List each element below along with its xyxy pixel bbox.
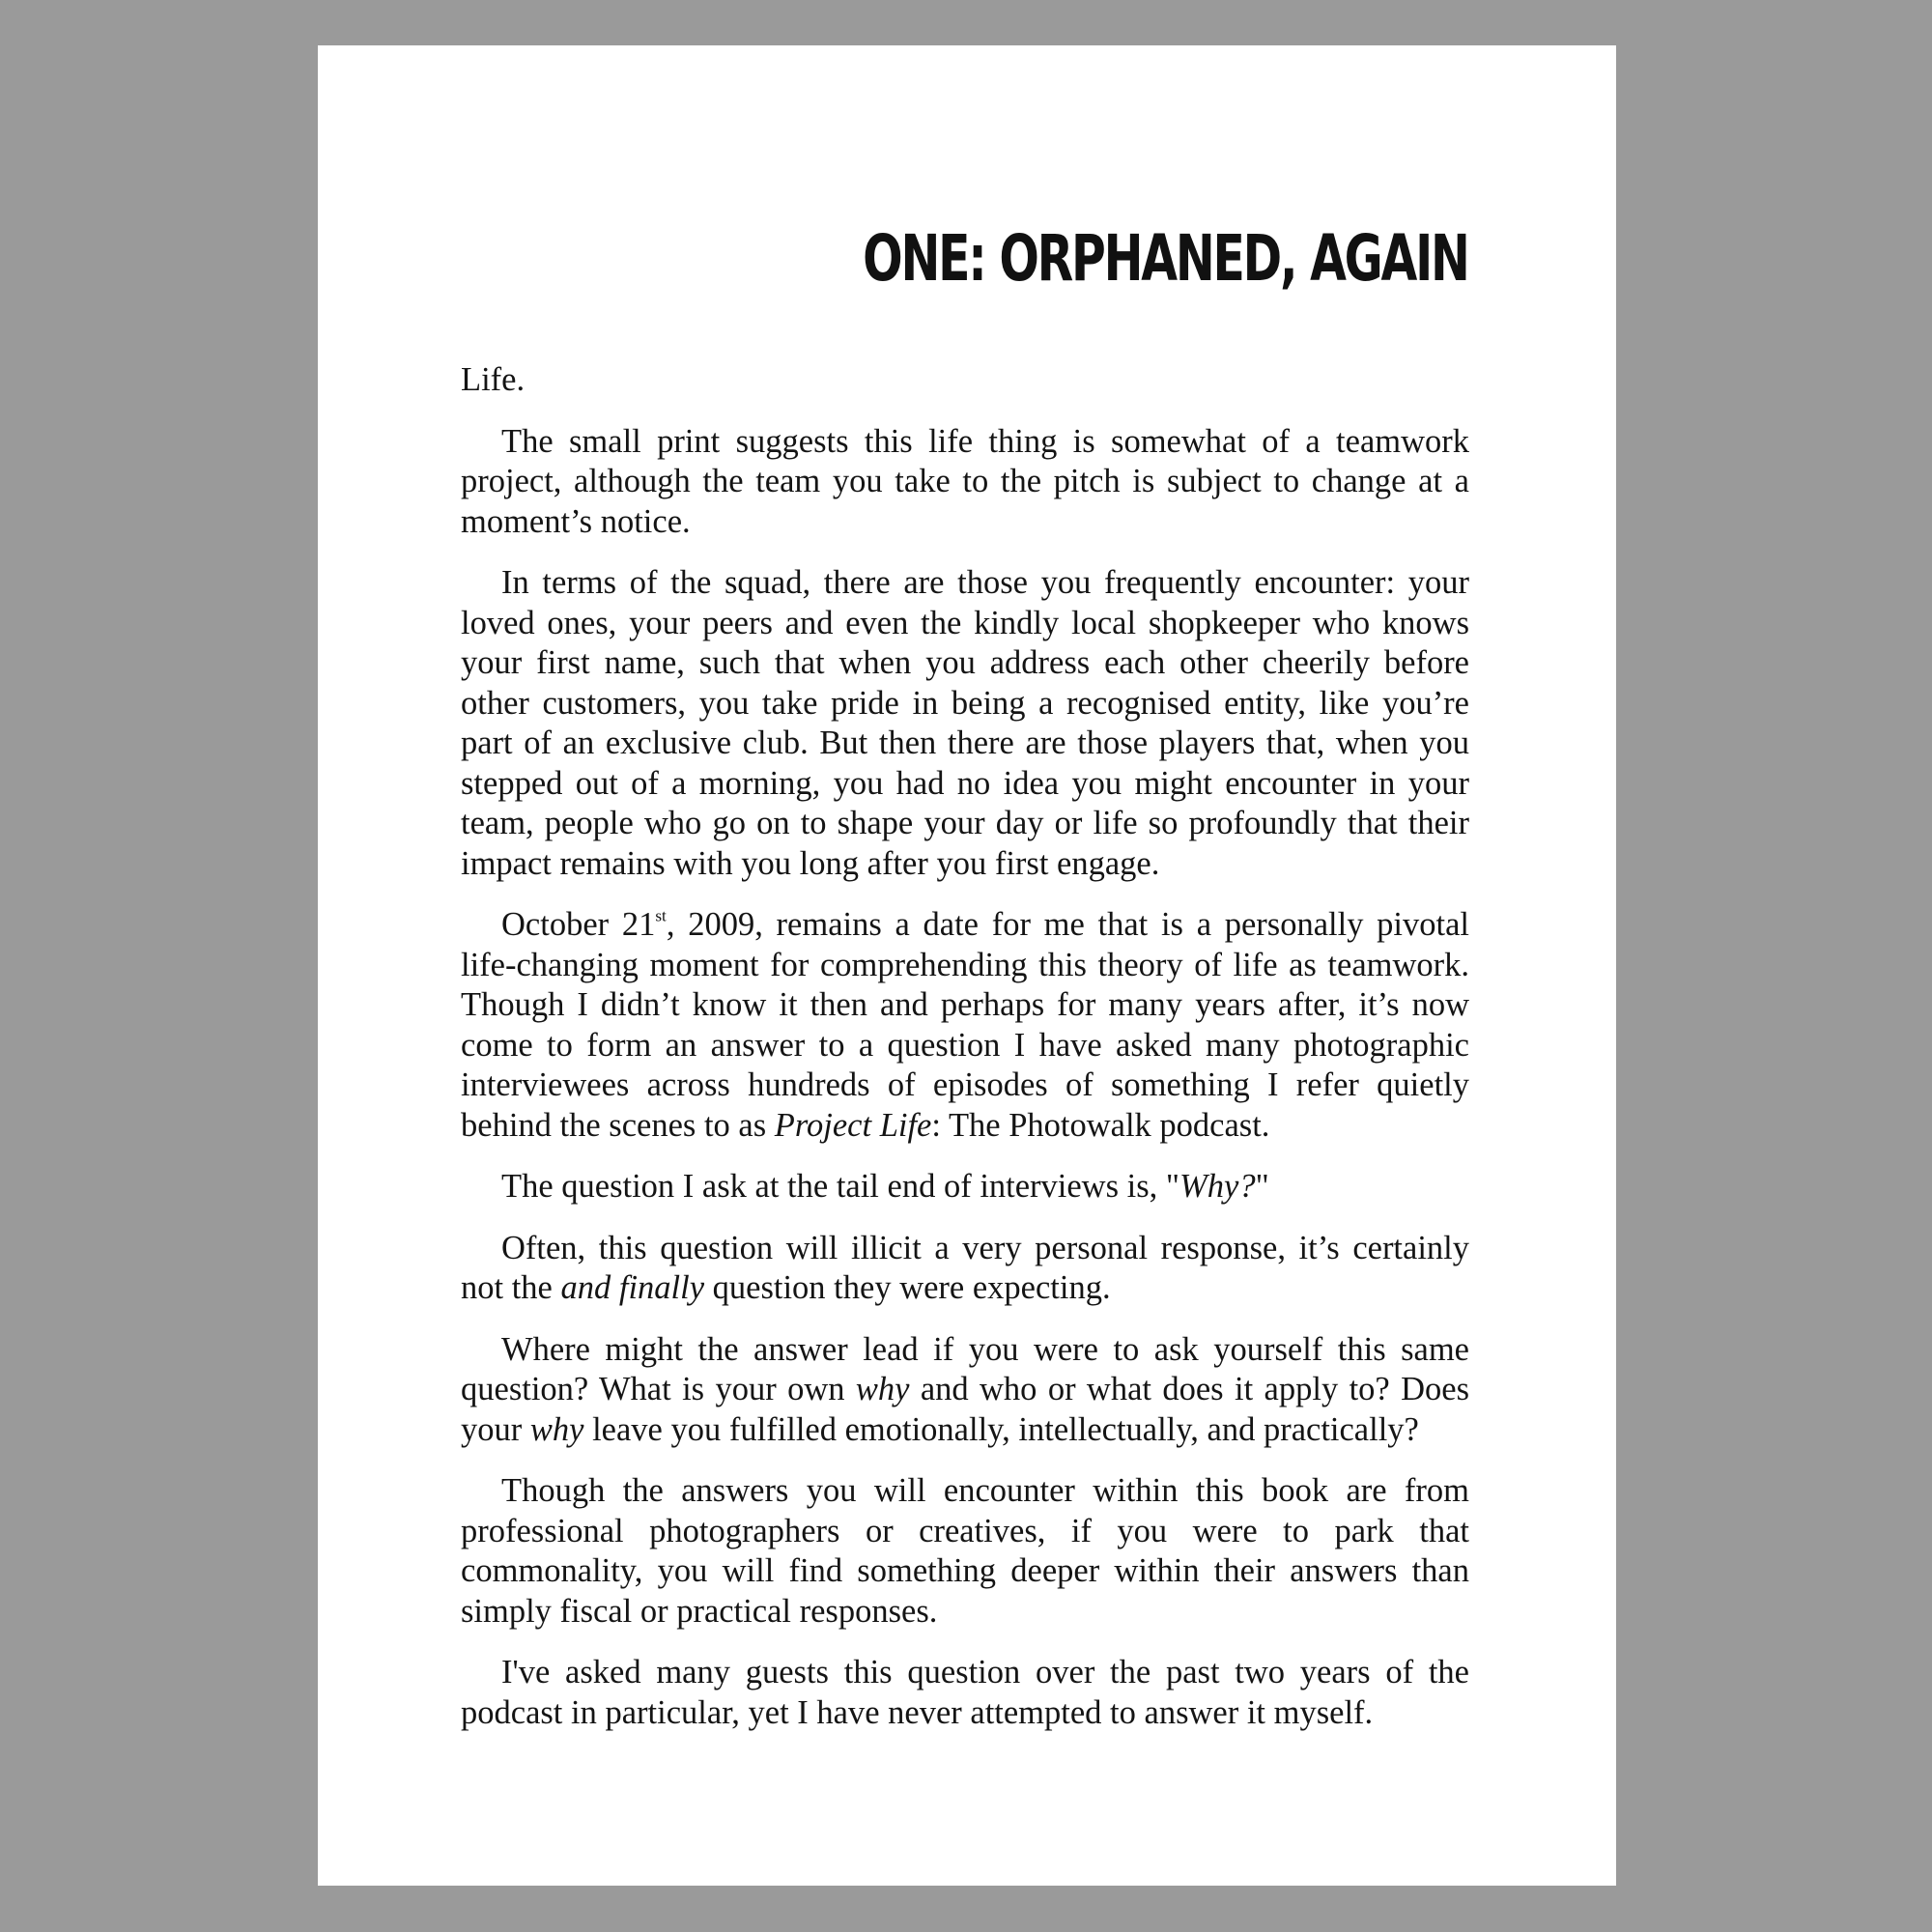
paragraph-7-mid: and who or what does it apply to? Does your bbox=[461, 1371, 1469, 1448]
paragraph-6 bbox=[461, 1229, 1469, 1309]
chapter-body bbox=[461, 360, 1469, 1754]
why-italic-1: why bbox=[855, 1371, 910, 1407]
chapter-title: ONE: ORPHANED, AGAIN bbox=[863, 221, 1468, 296]
book-page bbox=[318, 45, 1616, 1886]
paragraph-8: Though the answers you will encounter within this book are from professional photographers or creatives, if you were to park that commonality, you will find something deeper within their answers than simply fiscal or practical responses. bbox=[461, 1472, 1469, 1630]
why-question-italic: Why? bbox=[1179, 1168, 1256, 1205]
paragraph-6-lead: Often, this question will illicit a very personal response, it’s certainly not the bbox=[461, 1229, 1469, 1306]
paragraph-7-tail: leave you fulfilled emotionally, intellectually, and practically? bbox=[583, 1410, 1419, 1448]
paragraph-6-tail: question they were expecting. bbox=[704, 1269, 1111, 1306]
paragraph-5-lead: The question I ask at the tail end of interviews is, bbox=[501, 1168, 1166, 1205]
paragraph-9: I've asked many guests this question over the past two years of the podcast in particular, yet I have never attempted to answer it myself. bbox=[461, 1654, 1469, 1731]
ordinal-suffix: st bbox=[655, 906, 667, 925]
paragraph-2: The small print suggests this life thing is somewhat of a teamwork project, although the team you take to the pitch is subject to change at a moment’s notice. bbox=[461, 422, 1469, 540]
paragraph-4-rest: , 2009, remains a date for me that is a personally pivotal life-changing moment for comprehending this theory of life as teamwork. Though I didn’t know it then and perhaps for many years after, it’s now come to form an answer to a question I have asked many photographic interviewees across hundreds of episodes of something I refer quietly behind the scenes to as bbox=[461, 906, 1469, 1144]
paragraph-7 bbox=[461, 1330, 1469, 1451]
why-italic-2: why bbox=[529, 1410, 584, 1448]
paragraph-4 bbox=[461, 905, 1469, 1146]
and-finally-italic: and finally bbox=[560, 1269, 705, 1306]
paragraph-4-tail: : The Photowalk podcast. bbox=[931, 1106, 1270, 1144]
quote-open: " bbox=[1165, 1168, 1180, 1205]
paragraph-4-lead: October 21 bbox=[501, 906, 656, 943]
paragraph-7-lead: Where might the answer lead if you were to ask yourself this same question? What is your own bbox=[461, 1330, 1469, 1407]
paragraph-5 bbox=[461, 1167, 1469, 1208]
quote-close: " bbox=[1255, 1168, 1269, 1205]
paragraph-1: Life. bbox=[461, 361, 526, 398]
podcast-title-italic: Project Life bbox=[774, 1106, 932, 1144]
paragraph-3: In terms of the squad, there are those you frequently encounter: your loved ones, your peers and even the kindly local shopkeeper who knows your first name, such that when you address each other cheerily before other customers, you take pride in being a recognised entity, like you’re part of an exclusive club. But then there are those players that, when you stepped out of a morning, you had no idea you might encounter in your team, people who go on to shape your day or life so profoundly that their impact remains with you long after you first engage. bbox=[461, 564, 1469, 882]
